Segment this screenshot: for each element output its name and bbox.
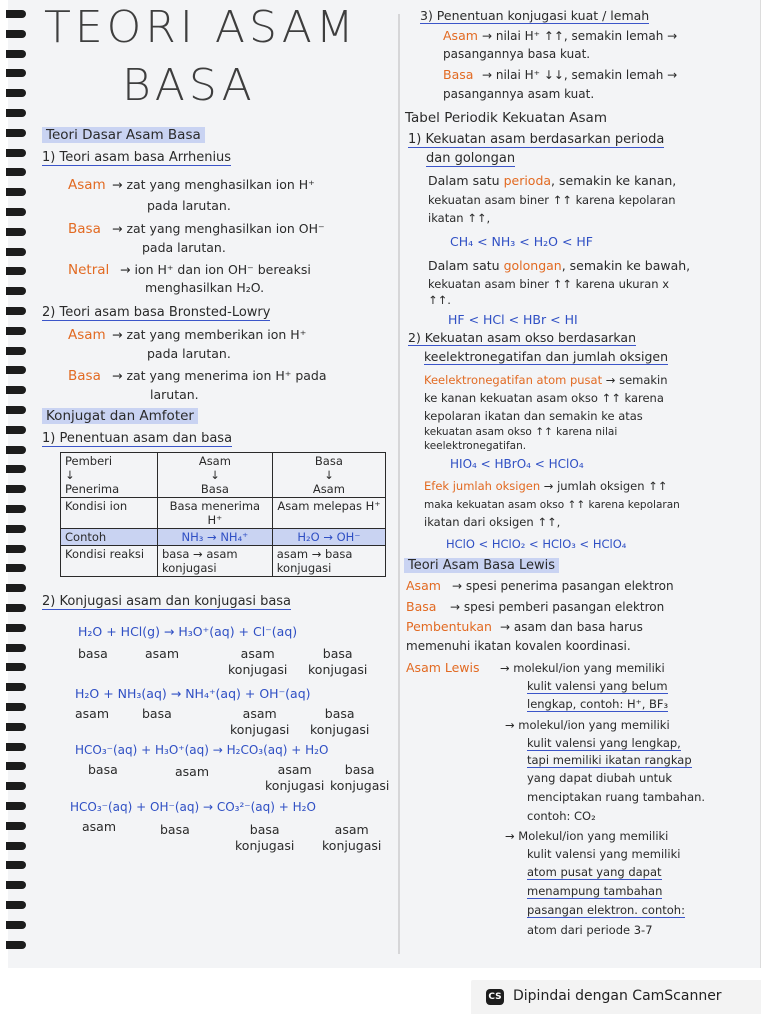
equation-4-label: asam <box>82 819 117 834</box>
lewis-asam-lewis-label: Asam Lewis <box>406 660 480 675</box>
spiral-ring <box>6 188 26 196</box>
spiral-ring <box>6 703 26 711</box>
spiral-ring <box>6 683 26 691</box>
perioda-text-3: ikatan ↑↑, <box>428 211 491 225</box>
spiral-ring <box>6 307 26 315</box>
spiral-ring <box>6 624 26 632</box>
okso-text-4: kekuatan asam okso ↑↑ karena nilai <box>424 426 618 438</box>
subheading-bronsted-lowry: 2) Teori asam basa Bronsted-Lowry <box>42 305 271 320</box>
equation-1-label: basa <box>78 646 108 661</box>
title-line-2: BASA <box>122 60 256 111</box>
subheading-perioda-golongan: 1) Kekuatan asam berdasarkan perioda <box>408 132 665 147</box>
equation-2: H₂O + NH₃(aq) → NH₄⁺(aq) + OH⁻(aq) <box>75 686 311 701</box>
spiral-ring <box>6 327 26 335</box>
lewis-pembentukan-def-2: memenuhi ikatan kovalen koordinasi. <box>406 639 631 653</box>
spiral-ring <box>6 901 26 909</box>
arrhenius-basa-label: Basa <box>68 221 101 237</box>
spiral-ring <box>6 426 26 434</box>
spiral-ring <box>6 129 26 137</box>
equation-3-label: asam konjugasi <box>265 762 325 793</box>
spiral-ring <box>6 10 26 18</box>
table-cell: Contoh <box>61 529 158 546</box>
spiral-binding <box>6 10 28 960</box>
equation-2-label: asam <box>75 706 110 721</box>
table-cell: H₂O → OH⁻ <box>272 529 385 546</box>
golongan-example: HF < HCl < HBr < HI <box>448 312 578 327</box>
bronsted-basa-def: → zat yang menerima ion H⁺ pada <box>112 368 327 383</box>
lewis-asam-lewis-line: → Molekul/ion yang memiliki <box>505 829 669 843</box>
lewis-asam-lewis-line: pasangan elektron. contoh: <box>527 903 685 917</box>
okso-text-1: Keelektronegatifan atom pusat → semakin <box>424 373 668 387</box>
spiral-ring <box>6 584 26 592</box>
lewis-asam-lewis-line: atom dari periode 3-7 <box>527 923 653 937</box>
equation-3-label: asam <box>175 764 210 779</box>
subheading-penentuan-konjugasi: 3) Penentuan konjugasi kuat / lemah <box>420 8 650 23</box>
camscanner-footer <box>471 980 761 1014</box>
spiral-ring <box>6 149 26 157</box>
spiral-ring <box>6 267 26 275</box>
spiral-ring <box>6 30 26 38</box>
spiral-ring <box>6 604 26 612</box>
spiral-ring <box>6 347 26 355</box>
golongan-text-1: Dalam satu golongan, semakin ke bawah, <box>428 258 691 273</box>
spiral-ring <box>6 287 26 295</box>
table-cell: Kondisi ion <box>61 498 158 529</box>
acid-base-table <box>60 452 386 577</box>
lewis-asam-lewis-line: tapi memiliki ikatan rangkap <box>527 753 692 767</box>
spiral-ring <box>6 248 26 256</box>
konjugasi-asam-label: Asam <box>443 28 478 43</box>
arrhenius-asam-def: → zat yang menghasilkan ion H⁺ <box>112 177 315 192</box>
table-header-cell: Asam ↓ Basa <box>158 453 273 498</box>
lewis-asam-lewis-line: kulit valensi yang lengkap, <box>527 736 681 750</box>
spiral-ring <box>6 485 26 493</box>
equation-4-label: basa <box>160 822 190 837</box>
table-cell: Basa menerima H⁺ <box>158 498 273 529</box>
spiral-ring <box>6 941 26 949</box>
section-heading-teori-dasar: Teori Dasar Asam Basa <box>42 127 205 143</box>
golongan-text-3: ↑↑. <box>428 293 451 307</box>
arrhenius-netral-def: → ion H⁺ dan ion OH⁻ bereaksi <box>120 262 311 277</box>
equation-4-label: asam konjugasi <box>322 822 382 853</box>
spiral-ring <box>6 386 26 394</box>
spiral-ring <box>6 822 26 830</box>
spiral-ring <box>6 762 26 770</box>
lewis-asam-lewis-line: lengkap, contoh: H⁺, BF₃ <box>527 697 669 711</box>
arrhenius-asam-def-2: pada larutan. <box>147 198 231 213</box>
spiral-ring <box>6 366 26 374</box>
spiral-ring <box>6 545 26 553</box>
subheading-perioda-golongan-2: dan golongan <box>426 151 516 166</box>
equation-2-label: basa <box>142 706 172 721</box>
table-cell: Kondisi reaksi <box>61 546 158 577</box>
column-divider <box>398 14 400 954</box>
table-header-cell: Basa ↓ Asam <box>272 453 385 498</box>
table-cell: basa → asam konjugasi <box>158 546 273 577</box>
table-header-cell: Pemberi ↓ Penerima <box>61 453 158 498</box>
konjugasi-asam-def: → nilai H⁺ ↑↑, semakin lemah → <box>482 29 678 43</box>
spiral-ring <box>6 505 26 513</box>
subheading-konjugasi: 2) Konjugasi asam dan konjugasi basa <box>42 594 292 609</box>
bronsted-asam-def: → zat yang memberikan ion H⁺ <box>112 327 307 342</box>
lewis-asam-lewis-line: menciptakan ruang tambahan. <box>527 790 706 804</box>
okso-text-6: Efek jumlah oksigen → jumlah oksigen ↑↑ <box>424 479 668 493</box>
subheading-arrhenius: 1) Teori asam basa Arrhenius <box>42 150 232 165</box>
equation-3: HCO₃⁻(aq) + H₃O⁺(aq) → H₂CO₃(aq) + H₂O <box>75 743 329 757</box>
arrhenius-basa-def-2: pada larutan. <box>142 240 226 255</box>
perioda-example: CH₄ < NH₃ < H₂O < HF <box>450 234 593 249</box>
lewis-asam-lewis-line: kulit valensi yang memiliki <box>527 847 681 861</box>
spiral-ring <box>6 723 26 731</box>
lewis-asam-lewis-line: contoh: CO₂ <box>527 809 596 823</box>
lewis-pembentukan-def: → asam dan basa harus <box>500 620 643 634</box>
spiral-ring <box>6 921 26 929</box>
table-cell: Asam melepas H⁺ <box>272 498 385 529</box>
spiral-ring <box>6 208 26 216</box>
equation-1-label: basa konjugasi <box>308 646 368 677</box>
spiral-ring <box>6 89 26 97</box>
okso-example-2: HClO < HClO₂ < HClO₃ < HClO₄ <box>446 537 627 551</box>
equation-1: H₂O + HCl(g) → H₃O⁺(aq) + Cl⁻(aq) <box>78 624 298 639</box>
camscanner-icon: CS <box>486 989 504 1005</box>
konjugasi-asam-def-2: pasangannya basa kuat. <box>443 47 591 61</box>
lewis-basa-label: Basa <box>406 599 437 614</box>
bronsted-asam-label: Asam <box>68 327 106 343</box>
spiral-ring <box>6 525 26 533</box>
lewis-pembentukan-label: Pembentukan <box>406 619 492 634</box>
okso-example-1: HIO₄ < HBrO₄ < HClO₄ <box>450 457 584 471</box>
bronsted-basa-def-2: larutan. <box>150 387 199 402</box>
lewis-asam-lewis-line: yang dapat diubah untuk <box>527 771 673 785</box>
spiral-ring <box>6 465 26 473</box>
golongan-text-2: kekuatan asam biner ↑↑ karena ukuran x <box>428 277 670 291</box>
okso-text-7: maka kekuatan asam okso ↑↑ karena kepolaran <box>424 499 680 511</box>
konjugasi-basa-def: → nilai H⁺ ↓↓, semakin lemah → <box>482 68 678 82</box>
equation-4-label: basa konjugasi <box>235 822 295 853</box>
arrhenius-asam-label: Asam <box>68 177 106 193</box>
subheading-asam-okso-2: keelektronegatifan dan jumlah oksigen <box>424 349 669 364</box>
spiral-ring <box>6 446 26 454</box>
equation-3-label: basa <box>88 762 118 777</box>
okso-text-3: kepolaran ikatan dan semakin ke atas <box>424 409 643 423</box>
equation-2-label: basa konjugasi <box>310 706 370 737</box>
section-heading-lewis: Teori Asam Basa Lewis <box>404 558 559 574</box>
okso-text-2: ke kanan kekuatan asam okso ↑↑ karena <box>424 391 664 405</box>
spiral-ring <box>6 109 26 117</box>
lewis-asam-label: Asam <box>406 578 441 593</box>
spiral-ring <box>6 743 26 751</box>
spiral-ring <box>6 663 26 671</box>
bronsted-basa-label: Basa <box>68 368 101 384</box>
title-line-1: TEORI ASAM <box>44 2 358 53</box>
equation-2-label: asam konjugasi <box>230 706 290 737</box>
spiral-ring <box>6 50 26 58</box>
lewis-asam-lewis-line: atom pusat yang dapat <box>527 865 662 879</box>
arrhenius-netral-label: Netral <box>68 262 110 278</box>
equation-1-label: asam <box>145 646 180 661</box>
subheading-penentuan: 1) Penentuan asam dan basa <box>42 431 233 446</box>
section-heading-tabel-periodik: Tabel Periodik Kekuatan Asam <box>405 110 607 126</box>
bronsted-asam-def-2: pada larutan. <box>147 346 231 361</box>
perioda-text-2: kekuatan asam biner ↑↑ karena kepolaran <box>428 193 676 207</box>
spiral-ring <box>6 802 26 810</box>
okso-text-5: keelektronegatifan. <box>424 440 527 452</box>
lewis-asam-lewis-def: → molekul/ion yang memiliki <box>500 661 665 675</box>
equation-4: HCO₃⁻(aq) + OH⁻(aq) → CO₃²⁻(aq) + H₂O <box>70 800 316 814</box>
table-cell: NH₃ → NH₄⁺ <box>158 529 273 546</box>
lewis-asam-lewis-line: menampung tambahan <box>527 884 663 898</box>
spiral-ring <box>6 842 26 850</box>
camscanner-label: Dipindai dengan CamScanner <box>513 988 722 1004</box>
okso-text-8: ikatan dari oksigen ↑↑, <box>424 515 561 529</box>
spiral-ring <box>6 406 26 414</box>
subheading-asam-okso: 2) Kekuatan asam okso berdasarkan <box>408 330 637 345</box>
section-heading-konjugat: Konjugat dan Amfoter <box>42 408 198 424</box>
konjugasi-basa-def-2: pasangannya asam kuat. <box>443 87 595 101</box>
arrhenius-basa-def: → zat yang menghasilkan ion OH⁻ <box>112 221 325 236</box>
spiral-ring <box>6 881 26 889</box>
table-cell: asam → basa konjugasi <box>272 546 385 577</box>
lewis-asam-def: → spesi penerima pasangan elektron <box>452 579 674 593</box>
konjugasi-basa-label: Basa <box>443 67 474 82</box>
equation-1-label: asam konjugasi <box>228 646 288 677</box>
spiral-ring <box>6 69 26 77</box>
spiral-ring <box>6 644 26 652</box>
spiral-ring <box>6 564 26 572</box>
spiral-ring <box>6 782 26 790</box>
lewis-asam-lewis-line: → molekul/ion yang memiliki <box>505 718 670 732</box>
spiral-ring <box>6 228 26 236</box>
lewis-basa-def: → spesi pemberi pasangan elektron <box>450 600 665 614</box>
lewis-asam-lewis-line: kulit valensi yang belum <box>527 679 668 693</box>
spiral-ring <box>6 168 26 176</box>
equation-3-label: basa konjugasi <box>330 762 390 793</box>
arrhenius-netral-def-2: menghasilkan H₂O. <box>145 280 265 295</box>
perioda-text-1: Dalam satu perioda, semakin ke kanan, <box>428 173 677 188</box>
spiral-ring <box>6 861 26 869</box>
